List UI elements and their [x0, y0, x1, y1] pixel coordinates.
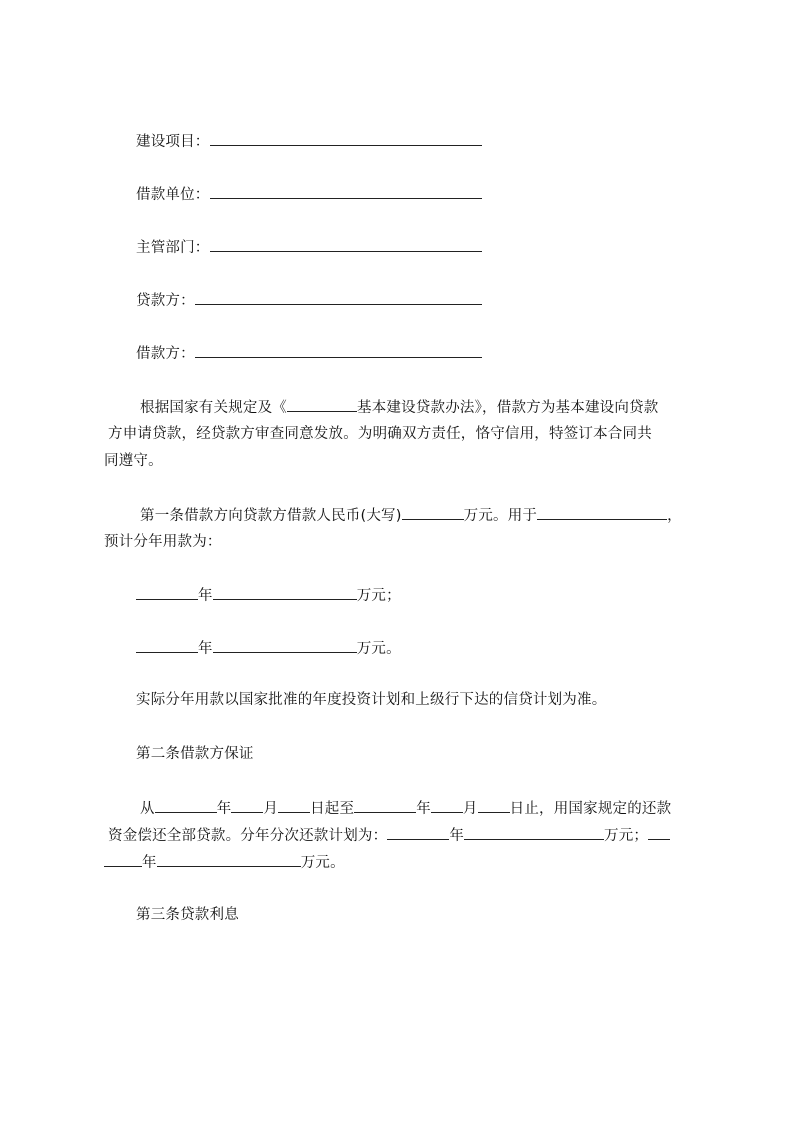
start-day-blank[interactable]: [278, 798, 310, 813]
from-label: 从: [140, 801, 155, 817]
plan-year-1-label: 年: [198, 588, 213, 604]
plan-year-1-blank[interactable]: [136, 585, 198, 600]
repay-amount-2-blank[interactable]: [157, 852, 301, 867]
field-borrower: [136, 343, 482, 364]
end-year-label: 年: [416, 801, 431, 817]
repay-unit-1: 万元；: [604, 828, 649, 844]
field-department: [136, 237, 482, 258]
intro-line-2: 方申请贷款，经贷款方审查同意发放。为明确双方责任，恪守信用，特签订本合同共: [108, 426, 652, 442]
plan-unit-1: 万元；: [356, 588, 401, 604]
plan-year-2-blank[interactable]: [136, 638, 198, 653]
intro-line-1: [140, 397, 658, 418]
annual-plan-row-1: [136, 585, 401, 606]
article1-line-2: 预计分年用款为：: [104, 534, 222, 550]
article1-text-3: ，: [667, 508, 682, 524]
intro-text-2: 基本建设贷款办法》，借款方为基本建设向贷款: [357, 400, 659, 416]
field-project-label: 建设项目：: [136, 134, 210, 150]
start-month-blank[interactable]: [231, 798, 263, 813]
field-department-blank[interactable]: [210, 237, 482, 252]
field-lender-blank[interactable]: [195, 290, 482, 305]
end-day-label: 日止，用国家规定的还款: [509, 801, 672, 817]
repay-year-1-blank[interactable]: [387, 825, 449, 840]
field-borrower-unit: [136, 184, 482, 205]
field-lender-label: 贷款方：: [136, 293, 195, 309]
plan-amount-2-blank[interactable]: [213, 638, 357, 653]
start-year-label: 年: [216, 801, 232, 817]
annual-plan-row-2: [136, 638, 401, 659]
article2-title: 第二条借款方保证: [136, 746, 254, 762]
repay-year-2-label: 年: [142, 855, 157, 871]
field-project-blank[interactable]: [210, 131, 482, 146]
article1-note: 实际分年用款以国家批准的年度投资计划和上级行下达的信贷计划为准。: [136, 692, 607, 708]
article2-line-3: [104, 852, 345, 873]
repay-year-2-blank-start[interactable]: [648, 825, 670, 840]
start-day-label: 日起至: [310, 801, 355, 817]
start-month-label: 月: [263, 801, 279, 817]
repayment-plan-text: 资金偿还全部贷款。分年分次还款计划为：: [108, 828, 388, 844]
end-year-blank[interactable]: [354, 798, 416, 813]
field-project: [136, 131, 482, 152]
field-borrower-unit-label: 借款单位：: [136, 187, 210, 203]
end-month-blank[interactable]: [431, 798, 463, 813]
plan-year-2-label: 年: [198, 641, 213, 657]
start-year-blank[interactable]: [155, 798, 217, 813]
end-day-blank[interactable]: [478, 798, 510, 813]
amount-uppercase-blank[interactable]: [402, 505, 464, 520]
article2-line-2: [108, 825, 670, 846]
article3-title: 第三条贷款利息: [136, 907, 239, 923]
repay-amount-1-blank[interactable]: [464, 825, 604, 840]
plan-unit-2: 万元。: [356, 641, 401, 657]
repay-unit-2: 万元。: [300, 855, 345, 871]
article2-line-1: [140, 798, 671, 819]
repay-year-2-blank-end[interactable]: [104, 852, 142, 867]
intro-line-3: 同遵守。: [104, 453, 163, 469]
purpose-blank[interactable]: [537, 505, 667, 520]
plan-amount-1-blank[interactable]: [213, 585, 357, 600]
regulation-name-blank[interactable]: [287, 397, 357, 412]
repay-year-1-label: 年: [449, 828, 465, 844]
end-month-label: 月: [462, 801, 478, 817]
field-department-label: 主管部门：: [136, 240, 210, 256]
field-borrower-label: 借款方：: [136, 346, 195, 362]
field-lender: [136, 290, 482, 311]
field-borrower-unit-blank[interactable]: [210, 184, 482, 199]
article1-text-1: 第一条借款方向贷款方借款人民币(大写): [140, 508, 402, 524]
article1-text-2: 万元。用于: [463, 508, 538, 524]
intro-text-1: 根据国家有关规定及《: [140, 400, 287, 416]
field-borrower-blank[interactable]: [195, 343, 482, 358]
article1-line-1: [140, 505, 682, 526]
